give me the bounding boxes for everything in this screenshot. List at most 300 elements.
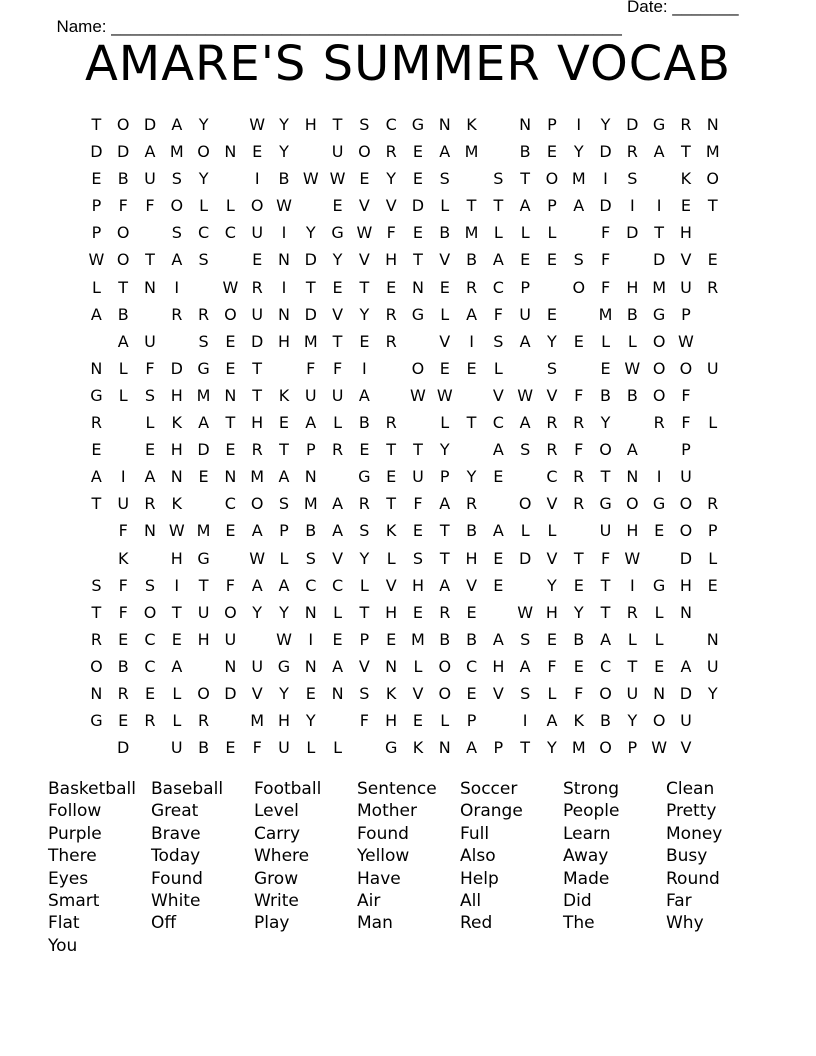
word-list-item: Football xyxy=(254,779,322,799)
grid-letter: A xyxy=(278,575,290,595)
grid-letter: W xyxy=(249,115,266,134)
grid-letter: E xyxy=(466,683,477,703)
word-list-item: All xyxy=(460,890,482,911)
grid-letter xyxy=(271,355,298,382)
grid-letter: F xyxy=(681,413,691,433)
grid-letter: W xyxy=(678,331,694,351)
grid-letter: U xyxy=(278,738,290,758)
grid-letter xyxy=(137,545,164,572)
grid-letter: M xyxy=(250,711,265,731)
grid-letter: B xyxy=(600,711,612,731)
grid-letter: V xyxy=(546,494,558,514)
grid-letter xyxy=(378,355,405,382)
grid-letter: G xyxy=(652,494,666,514)
grid-letter: P xyxy=(707,521,718,541)
grid-letter: T xyxy=(600,602,611,622)
grid-letter: W xyxy=(168,521,185,541)
grid-letter: P xyxy=(547,115,557,134)
grid-letter: I xyxy=(469,331,474,351)
grid-letter: P xyxy=(279,521,289,541)
grid-letter: O xyxy=(572,277,586,297)
grid-letter: D xyxy=(518,548,532,568)
grid-letter: E xyxy=(493,548,504,568)
grid-letter: A xyxy=(573,196,585,216)
word-list-item: Round xyxy=(666,868,720,889)
word-list-item: Money xyxy=(666,823,723,844)
grid-letter: B xyxy=(117,304,129,324)
grid-letter: D xyxy=(411,196,425,216)
grid-letter: M xyxy=(464,142,479,162)
grid-letter: E xyxy=(198,467,209,487)
grid-letter: S xyxy=(359,521,370,541)
grid-letter: E xyxy=(332,629,343,649)
grid-letter: A xyxy=(519,413,531,433)
grid-letter: E xyxy=(466,358,477,378)
grid-letter: C xyxy=(492,277,504,297)
grid-letter: S xyxy=(278,494,290,514)
grid-letter xyxy=(137,301,164,328)
grid-letter: Y xyxy=(305,223,316,243)
grid-letter: A xyxy=(144,142,156,162)
grid-letter: C xyxy=(385,115,397,134)
grid-letter: N xyxy=(706,115,719,134)
grid-letter: R xyxy=(573,413,585,433)
grid-letter: L xyxy=(413,656,423,676)
grid-letter xyxy=(699,599,726,626)
word-list-item: Also xyxy=(460,846,496,867)
grid-letter: T xyxy=(332,115,343,134)
grid-letter: O xyxy=(518,494,532,514)
grid-letter: E xyxy=(546,304,557,324)
grid-letter: R xyxy=(439,602,451,622)
grid-letter xyxy=(217,111,244,138)
grid-letter: O xyxy=(358,142,371,162)
grid-letter: E xyxy=(118,711,129,731)
grid-letter xyxy=(297,138,324,165)
grid-letter: U xyxy=(170,738,183,758)
word-list-item: Pretty xyxy=(666,801,717,822)
grid-letter: B xyxy=(466,250,478,270)
grid-letter: E xyxy=(439,358,450,378)
grid-letter: F xyxy=(547,656,557,676)
grid-letter: T xyxy=(439,521,450,541)
grid-letter: T xyxy=(600,575,611,595)
grid-letter: E xyxy=(225,521,236,541)
grid-letter xyxy=(217,246,244,273)
grid-letter: U xyxy=(251,656,264,676)
grid-letter: E xyxy=(707,250,718,270)
grid-letter: F xyxy=(681,385,691,405)
grid-letter: Y xyxy=(627,711,638,731)
grid-letter: R xyxy=(653,413,665,433)
grid-letter: S xyxy=(493,331,504,351)
grid-letter: A xyxy=(600,629,612,649)
grid-letter: F xyxy=(332,358,343,378)
grid-letter: D xyxy=(117,738,130,758)
grid-letter: A xyxy=(626,440,638,460)
grid-letter: E xyxy=(654,656,665,676)
grid-letter: M xyxy=(705,142,720,162)
grid-letter: R xyxy=(332,440,344,460)
grid-letter: V xyxy=(358,250,370,270)
word-list-item: Made xyxy=(563,868,610,889)
grid-letter xyxy=(405,409,432,436)
grid-letter xyxy=(673,626,700,653)
grid-letter: D xyxy=(626,115,639,134)
grid-row xyxy=(83,490,726,517)
grid-letter: F xyxy=(118,602,128,622)
grid-letter xyxy=(190,653,217,680)
grid-letter: N xyxy=(224,385,237,405)
grid-row xyxy=(83,355,726,382)
grid-letter: L xyxy=(91,277,101,297)
grid-letter: L xyxy=(547,521,557,541)
grid-letter: A xyxy=(653,142,665,162)
grid-letter: A xyxy=(439,142,451,162)
grid-letter: K xyxy=(171,494,183,514)
grid-letter: E xyxy=(305,683,316,703)
grid-letter: E xyxy=(600,358,611,378)
grid-letter: L xyxy=(118,385,128,405)
grid-letter: T xyxy=(654,223,665,243)
grid-letter xyxy=(83,734,110,761)
grid-letter: L xyxy=(547,223,557,243)
grid-letter: M xyxy=(196,385,211,405)
grid-letter: D xyxy=(143,115,157,134)
grid-row xyxy=(83,192,726,219)
grid-letter: G xyxy=(411,115,425,134)
word-list-item: You xyxy=(48,935,78,956)
grid-letter: F xyxy=(493,304,503,324)
grid-letter: D xyxy=(626,223,639,243)
grid-letter: L xyxy=(333,413,343,433)
grid-row xyxy=(83,409,726,436)
grid-letter: T xyxy=(627,656,638,676)
grid-letter: P xyxy=(627,738,638,758)
grid-letter: E xyxy=(412,169,424,189)
grid-letter: O xyxy=(224,304,237,324)
grid-row xyxy=(83,138,726,165)
grid-letter: P xyxy=(520,277,530,297)
grid-letter: F xyxy=(252,738,262,758)
grid-letter xyxy=(458,436,485,463)
grid-letter: Y xyxy=(279,683,289,703)
grid-letter xyxy=(539,274,566,301)
grid-letter xyxy=(405,328,432,355)
word-list-item: Found xyxy=(357,823,409,844)
grid-letter: V xyxy=(385,196,397,216)
grid-letter: L xyxy=(306,738,316,758)
grid-letter: D xyxy=(170,358,183,378)
word-list-item: Yellow xyxy=(357,846,410,867)
grid-letter: S xyxy=(546,358,558,378)
grid-letter: Y xyxy=(439,440,450,460)
grid-letter: L xyxy=(118,358,128,378)
grid-letter: L xyxy=(520,223,530,243)
grid-letter: S xyxy=(91,575,102,595)
grid-letter: Y xyxy=(252,602,263,622)
grid-letter: U xyxy=(117,494,130,514)
grid-letter xyxy=(619,246,646,273)
grid-letter: N xyxy=(224,467,237,487)
grid-letter: N xyxy=(277,250,290,270)
grid-letter: C xyxy=(198,223,210,243)
word-list-item: Off xyxy=(151,913,177,934)
grid-letter: N xyxy=(304,602,317,622)
grid-letter xyxy=(137,734,164,761)
grid-letter: F xyxy=(359,711,369,731)
grid-letter: H xyxy=(170,440,183,460)
grid-letter: O xyxy=(224,602,237,622)
grid-letter: A xyxy=(305,413,317,433)
grid-row xyxy=(83,599,726,626)
grid-letter: E xyxy=(225,738,236,758)
grid-letter: R xyxy=(546,440,558,460)
grid-row xyxy=(83,301,726,328)
grid-letter: K xyxy=(573,711,584,731)
grid-letter: A xyxy=(278,467,290,487)
grid-letter: N xyxy=(90,358,103,378)
grid-letter: L xyxy=(493,223,503,243)
word-list-item: Soccer xyxy=(460,779,518,799)
grid-letter xyxy=(565,301,592,328)
grid-letter: N xyxy=(304,467,317,487)
grid-letter xyxy=(512,355,539,382)
grid-letter: A xyxy=(332,656,344,676)
grid-letter: G xyxy=(277,656,291,676)
grid-letter: R xyxy=(573,467,585,487)
grid-letter: N xyxy=(706,629,719,649)
grid-row xyxy=(83,111,726,138)
grid-letter: A xyxy=(519,196,531,216)
grid-letter: H xyxy=(492,656,505,676)
grid-letter: T xyxy=(225,413,236,433)
word-list-item: Mother xyxy=(357,801,417,822)
grid-row xyxy=(83,165,726,192)
word-list-item: Man xyxy=(357,913,393,934)
grid-letter: O xyxy=(626,494,639,514)
grid-letter: T xyxy=(466,413,477,433)
grid-letter: Y xyxy=(279,602,289,622)
grid-letter xyxy=(512,463,539,490)
grid-letter: D xyxy=(251,331,264,351)
grid-letter: T xyxy=(466,196,477,216)
grid-letter: C xyxy=(144,629,156,649)
grid-letter: T xyxy=(520,738,531,758)
word-list-item: Great xyxy=(151,801,199,822)
grid-letter: F xyxy=(118,196,128,216)
grid-letter: Y xyxy=(359,548,370,568)
grid-letter: Y xyxy=(198,169,209,189)
grid-letter: D xyxy=(90,142,103,162)
grid-letter: O xyxy=(652,385,666,405)
grid-letter: K xyxy=(680,169,692,189)
grid-letter: L xyxy=(654,629,664,649)
word-list-item: Grow xyxy=(254,868,299,889)
grid-letter: E xyxy=(546,250,557,270)
grid-letter: Y xyxy=(198,115,209,134)
grid-letter: A xyxy=(144,467,156,487)
word-list-item: Learn xyxy=(563,823,611,844)
grid-letter: P xyxy=(681,304,691,324)
grid-row xyxy=(83,463,726,490)
grid-letter: A xyxy=(439,494,451,514)
grid-letter: A xyxy=(251,575,263,595)
grid-letter: T xyxy=(413,250,423,270)
grid-letter: F xyxy=(574,440,584,460)
grid-letter: R xyxy=(358,494,370,514)
grid-letter: R xyxy=(385,304,397,324)
grid-letter xyxy=(485,707,512,734)
grid-letter: U xyxy=(251,304,264,324)
grid-letter: O xyxy=(197,683,210,703)
word-list-item: Clean xyxy=(666,779,715,799)
grid-letter: C xyxy=(224,223,236,243)
word-list-item: Where xyxy=(254,846,310,867)
grid-letter: U xyxy=(626,683,639,703)
grid-letter: A xyxy=(519,331,531,351)
grid-letter: V xyxy=(439,250,451,270)
grid-letter: R xyxy=(171,304,183,324)
grid-letter: N xyxy=(331,683,344,703)
grid-letter: A xyxy=(439,575,451,595)
grid-letter: I xyxy=(576,115,582,134)
word-list-item: Help xyxy=(460,868,499,889)
grid-letter: L xyxy=(654,602,664,622)
grid-letter: A xyxy=(466,738,478,758)
grid-letter: U xyxy=(224,629,237,649)
grid-letter: E xyxy=(252,142,263,162)
grid-row xyxy=(83,219,726,246)
grid-letter: O xyxy=(197,142,210,162)
grid-letter: P xyxy=(681,440,691,460)
letter-grid xyxy=(83,111,726,761)
grid-letter xyxy=(190,490,217,517)
grid-letter: T xyxy=(707,196,718,216)
grid-letter: A xyxy=(358,385,370,405)
grid-letter xyxy=(646,436,673,463)
grid-letter: N xyxy=(438,115,451,134)
grid-letter: I xyxy=(522,711,528,731)
grid-letter: H xyxy=(197,629,210,649)
grid-letter: K xyxy=(385,521,397,541)
grid-letter: D xyxy=(679,548,693,568)
grid-letter: T xyxy=(279,440,289,460)
grid-letter: L xyxy=(225,196,235,216)
grid-letter xyxy=(565,355,592,382)
grid-letter: E xyxy=(707,575,718,595)
grid-row xyxy=(83,626,726,653)
grid-letter: P xyxy=(305,440,316,460)
grid-letter: M xyxy=(303,494,318,514)
grid-letter: V xyxy=(439,331,451,351)
grid-letter: A xyxy=(251,521,263,541)
grid-letter: L xyxy=(199,196,209,216)
grid-letter: T xyxy=(171,602,182,622)
grid-letter: O xyxy=(170,196,184,216)
grid-letter: T xyxy=(681,142,691,162)
grid-letter: Y xyxy=(547,738,557,758)
grid-letter: I xyxy=(120,467,126,487)
grid-letter: E xyxy=(573,575,584,595)
grid-letter: L xyxy=(359,575,369,595)
grid-letter: A xyxy=(332,521,344,541)
grid-letter: K xyxy=(466,115,477,134)
grid-letter: E xyxy=(359,169,370,189)
grid-letter: V xyxy=(492,683,504,703)
grid-letter xyxy=(699,382,726,409)
word-list-item: Today xyxy=(151,846,201,867)
grid-letter: L xyxy=(493,358,503,378)
grid-letter: E xyxy=(225,440,236,460)
grid-letter: P xyxy=(547,196,557,216)
grid-letter: G xyxy=(197,358,210,378)
grid-letter xyxy=(378,382,405,409)
grid-letter: V xyxy=(332,304,344,324)
grid-letter: H xyxy=(411,575,424,595)
grid-letter: L xyxy=(172,683,182,703)
word-list-item: Eyes xyxy=(48,868,89,889)
grid-letter: A xyxy=(519,656,531,676)
grid-letter xyxy=(190,274,217,301)
word-list-item: Basketball xyxy=(48,779,136,799)
grid-letter: A xyxy=(171,656,183,676)
grid-letter: P xyxy=(439,467,450,487)
grid-letter: S xyxy=(144,385,156,405)
grid-letter: M xyxy=(571,169,586,189)
grid-letter: S xyxy=(493,169,504,189)
grid-letter: C xyxy=(331,575,344,595)
grid-letter: F xyxy=(600,223,611,243)
grid-letter: U xyxy=(412,467,424,487)
grid-letter: F xyxy=(145,358,155,378)
grid-letter: M xyxy=(169,142,184,162)
grid-letter xyxy=(351,734,378,761)
grid-row xyxy=(83,734,726,761)
grid-letter: W xyxy=(329,169,346,189)
grid-letter: V xyxy=(546,548,558,568)
grid-letter: B xyxy=(600,385,612,405)
grid-letter: C xyxy=(599,656,612,676)
grid-letter: E xyxy=(680,196,691,216)
grid-letter: T xyxy=(332,331,343,351)
grid-letter: T xyxy=(359,277,370,297)
grid-letter: T xyxy=(305,277,316,297)
grid-letter: E xyxy=(386,629,397,649)
grid-letter: O xyxy=(599,683,612,703)
date-line: Date: _______ xyxy=(627,0,739,16)
grid-letter: T xyxy=(413,440,423,460)
word-list-item: People xyxy=(563,801,620,822)
grid-letter: M xyxy=(250,467,265,487)
grid-letter: L xyxy=(440,304,450,324)
grid-letter: B xyxy=(358,413,370,433)
grid-letter: H xyxy=(679,223,692,243)
word-list-item: Flat xyxy=(48,913,80,934)
grid-letter: Y xyxy=(600,413,611,433)
grid-letter: T xyxy=(91,602,102,622)
grid-letter: G xyxy=(411,304,425,324)
grid-letter xyxy=(565,517,592,544)
grid-letter: S xyxy=(171,223,182,243)
word-list-item: Far xyxy=(666,890,692,911)
grid-letter: O xyxy=(652,358,666,378)
grid-letter: L xyxy=(520,521,530,541)
grid-letter: L xyxy=(708,548,718,568)
grid-letter: P xyxy=(466,711,477,731)
word-list-item: Orange xyxy=(460,801,523,822)
word-list-item: Carry xyxy=(254,823,301,844)
